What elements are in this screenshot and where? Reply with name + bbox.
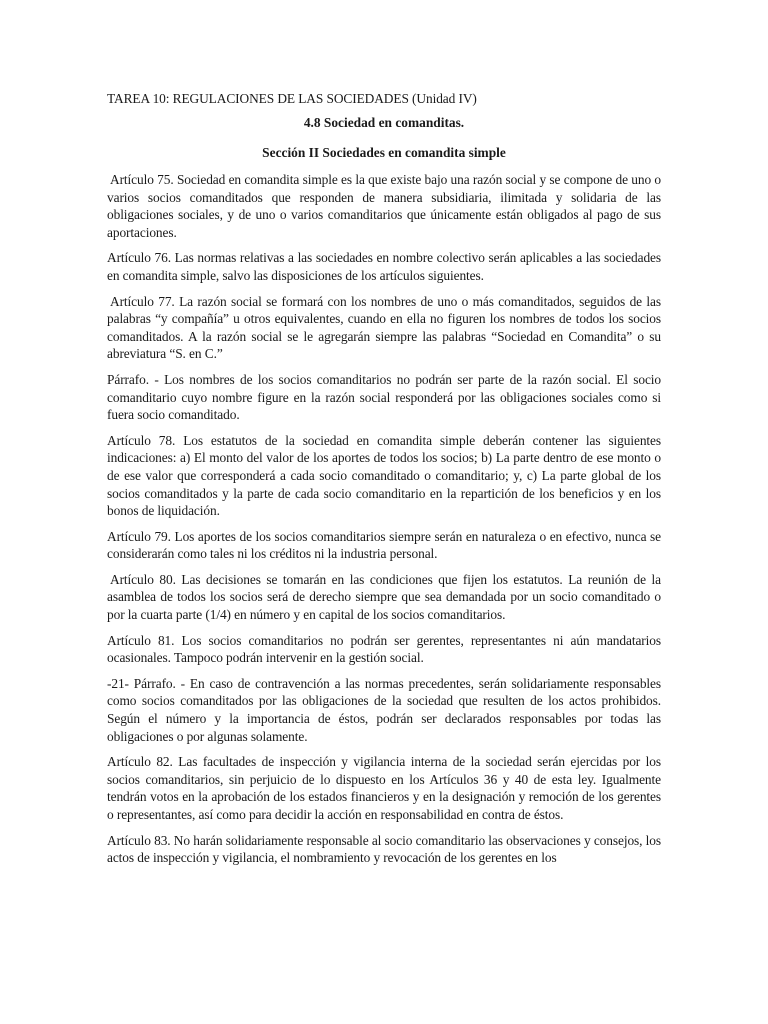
article-77: Artículo 77. La razón social se formará con los nombres de uno o más comanditados, seguidos de las palabras “y compañía” u otros equivalentes, cuando en ella no figuren los nombres de todos los socios comanditados. A la razón social se le agregarán siempre las palabras “Sociedad en Comandita” o su abreviatura “S. en C.” (107, 293, 665, 362)
section-heading: 4.8 Sociedad en comanditas. (303, 115, 465, 130)
paragraph-note-77: Párrafo. - Los nombres de los socios comanditarios no podrán ser parte de la razón social. El socio comanditario cuyo nombre figure en la razón social responderá por las obligaciones sociales como si fuera socio comanditado. (107, 371, 665, 423)
article-76: Artículo 76. Las normas relativas a las sociedades en nombre colectivo serán aplicables a las sociedades en comandita simple, salvo las disposiciones de los artículos siguientes. (107, 250, 665, 283)
article-82: Artículo 82. Las facultades de inspección y vigilancia interna de la sociedad serán ejercidas por los socios comanditarios, sin perjuicio de lo dispuesto en los Artículos 36 y 40 de esta ley. Igualmente tendrán votos en la aprobación de los estados financieros y en la designación y remoción de los gerentes o representantes, así como para decidir la acción en responsabilidad en contra de éstos. (107, 754, 665, 822)
article-81: Artículo 81. Los socios comanditarios no podrán ser gerentes, representantes ni aún mandatarios ocasionales. Tampoco podrán intervenir en la gestión social. (107, 632, 665, 666)
article-78: Artículo 78. Los estatutos de la sociedad en comandita simple deberán contener las siguientes indicaciones: a) El monto del valor de los aportes de todos los socios; b) La parte dentro de ese monto o de ese valor que corresponderá a cada socio comanditado o comanditario; y, c) La parte global de los socios comanditados y la parte de cada socio comanditario en la repartición de los beneficios y en los bonos de liquidación. (107, 432, 665, 519)
paragraph-note-81: -21- Párrafo. - En caso de contravención a las normas precedentes, serán solidariamente responsables como socios comanditados por las obligaciones de la sociedad que resulten de los actos prohibidos. Según el número y la importancia de éstos, podrán ser declarados responsables por todas las obligaciones o por algunas solamente. (107, 675, 665, 744)
task-title: TAREA 10: REGULACIONES DE LAS SOCIEDADES (Unidad IV) (107, 91, 477, 106)
article-79: Artículo 79. Los aportes de los socios comanditarios siempre serán en naturaleza o en efectivo, nunca se considerarán como tales ni los créditos ni la industria personal. (107, 528, 665, 562)
article-83: Artículo 83. No harán solidariamente responsable al socio comanditario las observaciones y consejos, los actos de inspección y vigilancia, el nombramiento y revocación de los gerentes en los (107, 832, 665, 866)
article-80: Artículo 80. Las decisiones se tomarán en las condiciones que fijen los estatutos. La reunión de la asamblea de todos los socios será de derecho siempre que sea demandada por un socio comanditado o por la cuarta parte (1/4) en número y en capital de los socios comanditarios. (107, 571, 665, 623)
document-page (107, 90, 665, 875)
subsection-heading: Sección II Sociedades en comandita simple (262, 145, 506, 160)
article-75: Artículo 75. Sociedad en comandita simple es la que existe bajo una razón social y se compone de uno o varios socios comanditados que responden de manera subsidiaria, ilimitada y solidaria de las obligaciones sociales, y de uno o varios comanditarios que únicamente están obligados al pago de sus aportaciones. (107, 172, 665, 240)
